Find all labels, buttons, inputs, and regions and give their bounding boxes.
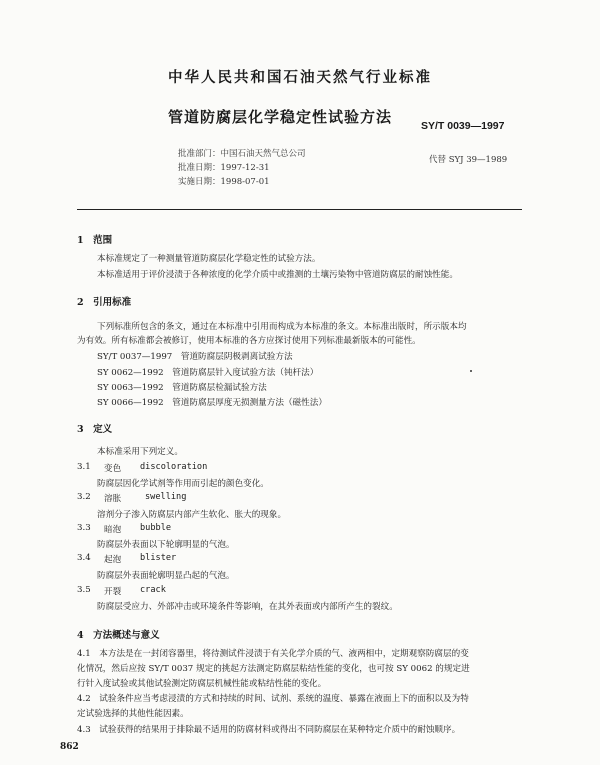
section-2-para-line-1: 下列标准所包含的条文，通过在本标准中引用而构成为本标准的条文。本标准出版时，所示版本均 [97, 322, 467, 332]
reference-item: SY 0062—1992 管道防腐层针入度试验方法（钝杆法） [97, 368, 319, 378]
term-chinese: 开裂 [104, 587, 122, 597]
standard-code: SY/T 0039—1997 [421, 120, 505, 132]
term-number: 3.3 [77, 523, 91, 533]
term-definition: 防腐层因化学试剂等作用而引起的颜色变化。 [97, 479, 269, 489]
term-number: 3.1 [77, 462, 91, 472]
national-standard-title: 中华人民共和国石油天然气行业标准 [168, 69, 432, 86]
section-4-heading: 4 方法概述与意义 [77, 630, 160, 641]
clause-4-1-line-3: 行针入度试验或其他试验测定防腐层机械性能或粘结性能的变化。 [77, 679, 327, 689]
reference-item: SY 0063—1992 管道防腐层检漏试验方法 [97, 383, 267, 393]
replaces-standard: 代替 SYJ 39—1989 [429, 155, 508, 165]
term-english: discoloration [140, 462, 208, 472]
term-definition: 防腐层外表面以下轮廓明显的气泡。 [97, 540, 235, 550]
term-english: swelling [145, 492, 187, 502]
scan-speck [470, 370, 472, 372]
clause-4-2-line-1: 4.2 试验条件应当考虑浸渍的方式和持续的时间、试剂、系统的温度、暴露在液面上下的面积以及为特 [77, 694, 469, 704]
term-english: crack [140, 585, 166, 595]
approved-date: 批准日期：1997-12-31 [178, 163, 270, 173]
effective-date: 实施日期：1998-07-01 [178, 177, 270, 187]
section-3-heading: 3 定义 [77, 424, 113, 435]
clause-4-2-line-2: 定试验选择的其他性能因素。 [77, 709, 189, 719]
section-2-heading: 2 引用标准 [77, 297, 132, 308]
document-title: 管道防腐层化学稳定性试验方法 [167, 108, 392, 126]
term-definition: 防腐层外表面轮廓明显凸起的气泡。 [97, 571, 235, 581]
term-number: 3.2 [77, 492, 91, 502]
approved-by: 批准部门：中国石油天然气总公司 [178, 149, 306, 159]
term-definition: 防腐层受应力、外部冲击或环境条件等影响，在其外表面或内部所产生的裂纹。 [97, 602, 398, 612]
term-chinese: 变色 [104, 464, 122, 474]
section-1-para-1: 本标准规定了一种测量管道防腐层化学稳定性的试验方法。 [97, 254, 321, 264]
section-1-para-2: 本标准适用于评价浸渍于各种浓度的化学介质中或推测的土壤污染物中管道防腐层的耐蚀性能。 [97, 270, 458, 280]
term-number: 3.4 [77, 553, 91, 563]
reference-item: SY/T 0037—1997 管道防腐层阴极剥离试验方法 [97, 352, 293, 362]
term-chinese: 溶胀 [104, 494, 122, 504]
term-chinese: 起泡 [104, 555, 122, 565]
term-english: blister [140, 553, 177, 563]
clause-4-1-line-2: 化情况，然后应按 SY/T 0037 规定的挑起方法测定防腐层粘结性能的变化，也可按 SY 0062 的规定进 [77, 664, 470, 674]
term-english: bubble [140, 523, 172, 533]
section-2-para-line-2: 为有效。所有标准都会被修订，使用本标准的各方应探讨使用下列标准最新版本的可能性。 [77, 336, 421, 346]
term-chinese: 暗泡 [104, 525, 122, 535]
section-3-intro: 本标准采用下列定义。 [97, 447, 183, 457]
page-number: 862 [60, 742, 79, 752]
clause-4-3: 4.3 试验获得的结果用于排除最不适用的防腐材料或得出不同防腐层在某种特定介质中的耐蚀顺序。 [77, 725, 461, 735]
term-definition: 溶剂分子渗入防腐层内部产生软化、胀大的现象。 [97, 510, 287, 520]
header-divider [77, 209, 522, 210]
reference-item: SY 0066—1992 管道防腐层厚度无损测量方法（磁性法） [97, 398, 327, 408]
term-number: 3.5 [77, 585, 91, 595]
clause-4-1-line-1: 4.1 本方法是在一封闭容器里，将待测试件浸渍于有关化学介质的气、液两相中，定期观察防腐层的变 [77, 649, 469, 659]
section-1-heading: 1 范围 [77, 235, 113, 246]
